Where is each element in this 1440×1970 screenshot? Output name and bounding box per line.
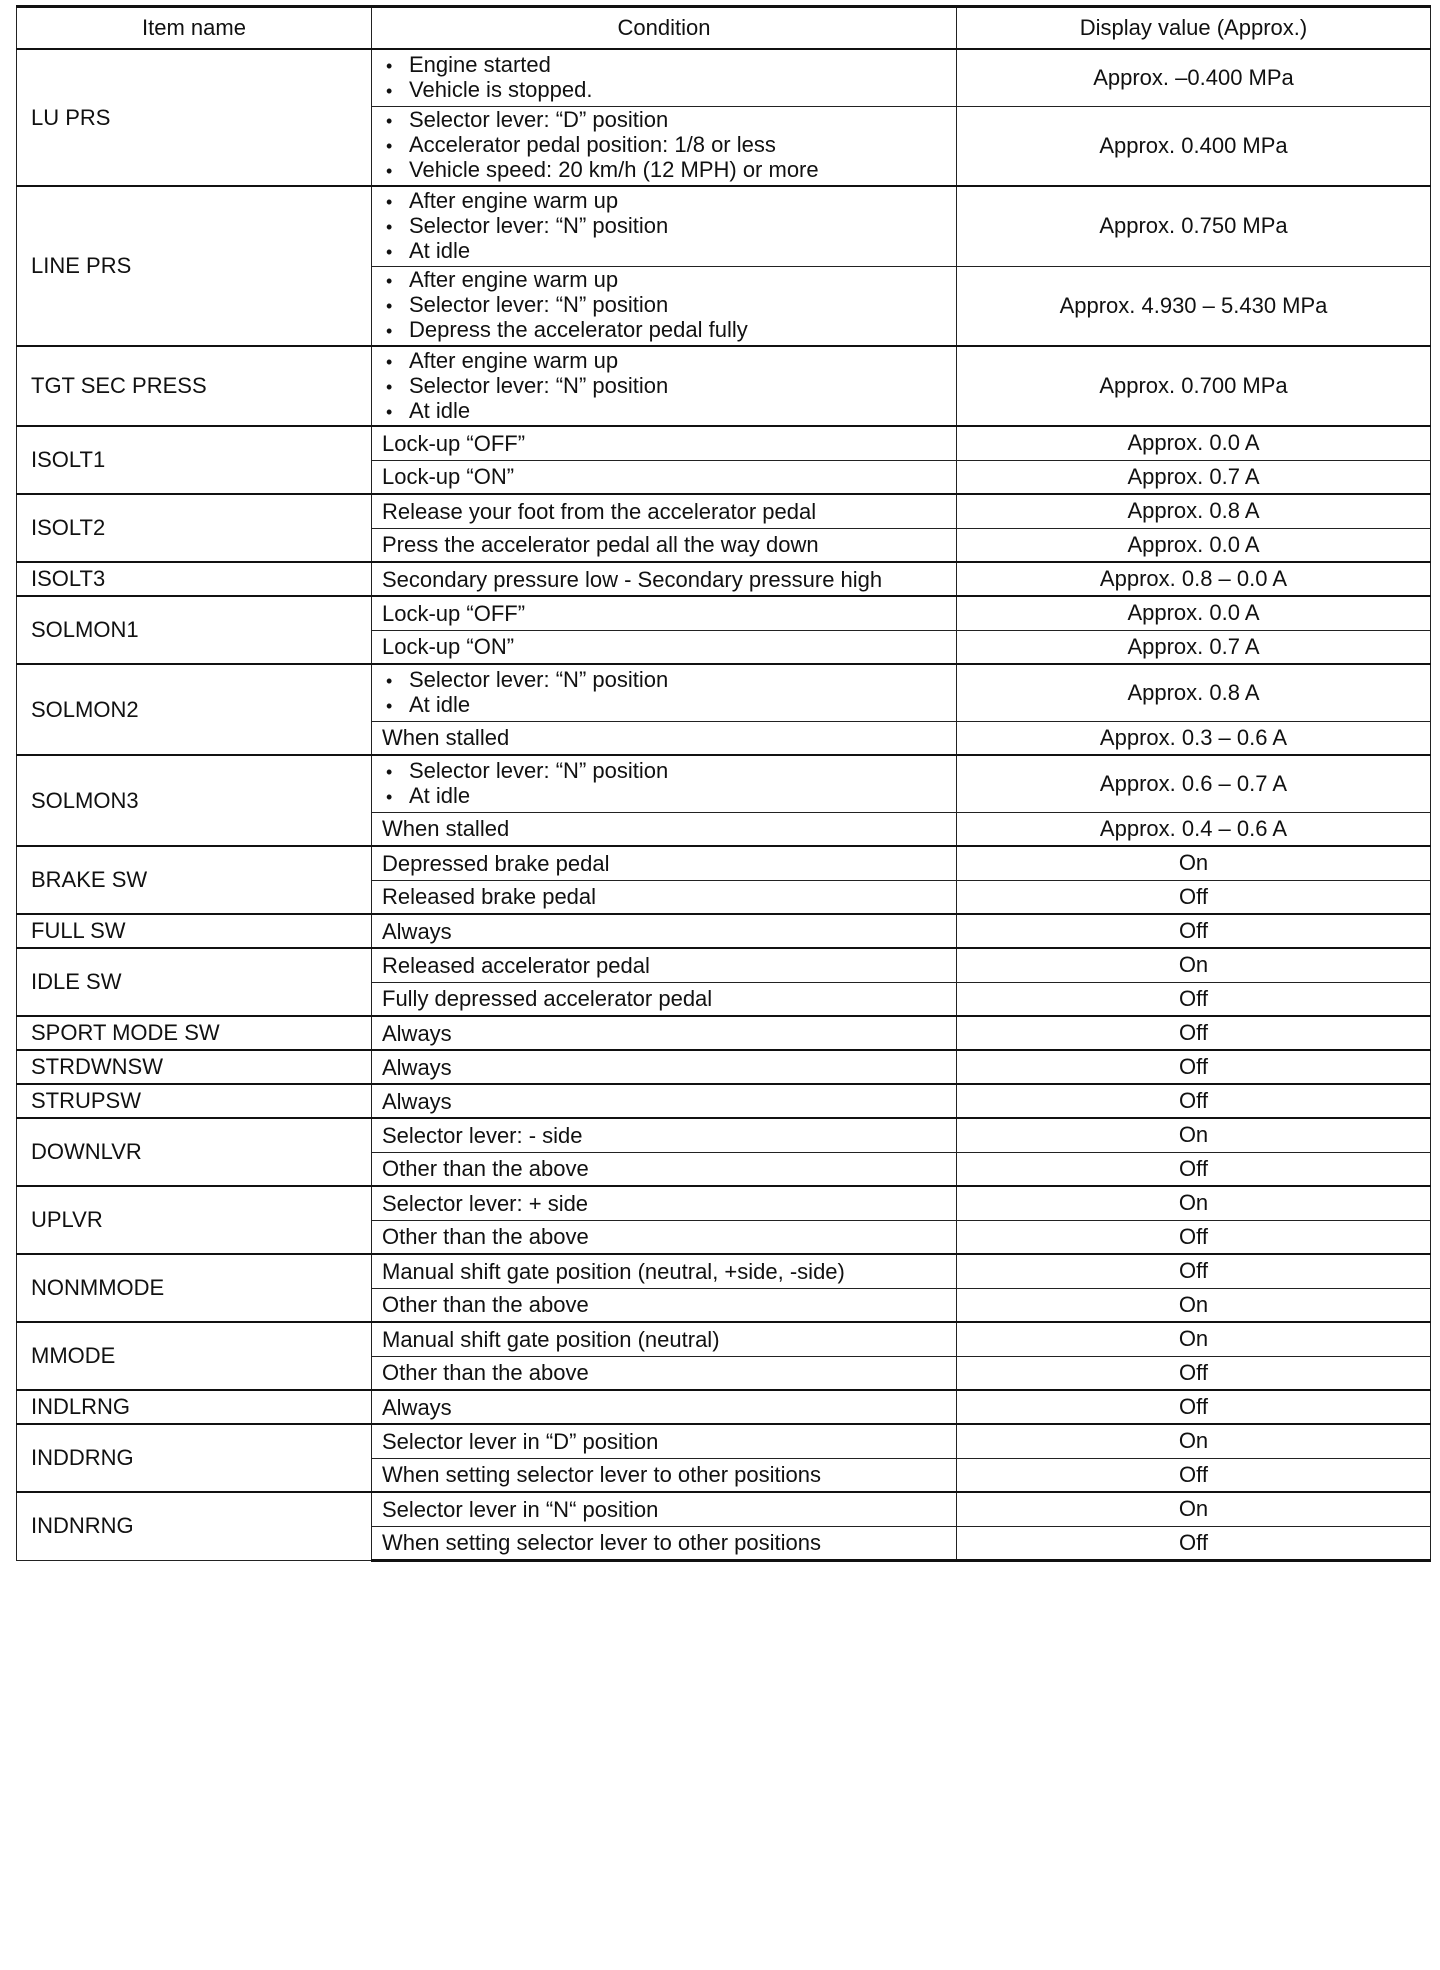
condition-text: Selector lever: + side — [382, 1190, 589, 1216]
condition-cell — [372, 880, 957, 914]
condition-text: Released brake pedal — [382, 884, 597, 910]
table-row — [17, 1254, 1431, 1288]
condition-text: Press the accelerator pedal all the way down — [382, 532, 819, 558]
item-name-cell: ISOLT3 — [17, 562, 372, 596]
item-name-cell: SOLMON1 — [17, 596, 372, 664]
condition-bullet-item: • At idle — [382, 693, 946, 718]
display-value-cell: Approx. 0.8 – 0.0 A — [957, 562, 1431, 596]
condition-bullet-item: • Selector lever: “N” position — [382, 668, 946, 693]
item-name-cell: LU PRS — [17, 49, 372, 186]
condition-text: Lock-up “ON” — [382, 634, 515, 660]
condition-cell — [372, 494, 957, 528]
condition-cell — [372, 630, 957, 664]
condition-text: Always — [382, 1054, 452, 1080]
condition-text: Selector lever: - side — [382, 1122, 583, 1148]
condition-cell — [372, 1186, 957, 1220]
display-value-cell: Approx. 0.3 – 0.6 A — [957, 721, 1431, 755]
condition-cell — [372, 1390, 957, 1424]
display-value-cell: Off — [957, 1390, 1431, 1424]
condition-cell — [372, 755, 957, 812]
display-value-cell: Off — [957, 1458, 1431, 1492]
condition-cell — [372, 1118, 957, 1152]
condition-bullet-item: • After engine warm up — [382, 268, 946, 293]
condition-text: Secondary pressure low - Secondary pressure high — [382, 566, 883, 592]
condition-text: Released accelerator pedal — [382, 952, 650, 978]
table-row — [17, 596, 1431, 630]
condition-cell — [372, 186, 957, 266]
condition-text: Selector lever in “N“ position — [382, 1496, 659, 1522]
display-value-cell: On — [957, 1424, 1431, 1458]
display-value-cell: On — [957, 1118, 1431, 1152]
data-monitor-table — [16, 5, 1431, 1562]
condition-text: Depressed brake pedal — [382, 850, 610, 876]
condition-cell — [372, 846, 957, 880]
condition-cell — [372, 1016, 957, 1050]
display-value-cell: On — [957, 1322, 1431, 1356]
item-name-cell: STRDWNSW — [17, 1050, 372, 1084]
item-name-cell: UPLVR — [17, 1186, 372, 1254]
condition-cell — [372, 1492, 957, 1526]
condition-bullet-item: • Depress the accelerator pedal fully — [382, 318, 946, 343]
table-row — [17, 914, 1431, 948]
condition-text: When stalled — [382, 725, 510, 751]
display-value-cell: On — [957, 846, 1431, 880]
display-value-cell: Approx. 0.750 MPa — [957, 186, 1431, 266]
display-value-cell: Off — [957, 880, 1431, 914]
table-row — [17, 1084, 1431, 1118]
table-row — [17, 948, 1431, 982]
table-row — [17, 755, 1431, 812]
condition-cell — [372, 914, 957, 948]
item-name-cell: INDDRNG — [17, 1424, 372, 1492]
item-name-cell: ISOLT1 — [17, 426, 372, 494]
condition-text: Other than the above — [382, 1292, 589, 1318]
display-value-cell: Approx. 4.930 – 5.430 MPa — [957, 266, 1431, 346]
condition-cell — [372, 106, 957, 186]
condition-bullet-item: • Selector lever: “N” position — [382, 214, 946, 239]
condition-bullet-item: • Selector lever: “N” position — [382, 374, 946, 399]
display-value-cell: Approx. 0.0 A — [957, 426, 1431, 460]
display-value-cell: Off — [957, 982, 1431, 1016]
condition-cell — [372, 346, 957, 426]
display-value-cell: Off — [957, 1526, 1431, 1560]
condition-text: When setting selector lever to other positions — [382, 1462, 822, 1488]
data-table-container — [16, 5, 1430, 1562]
display-value-cell: Approx. 0.7 A — [957, 630, 1431, 664]
display-value-cell: Off — [957, 1050, 1431, 1084]
item-name-cell: TGT SEC PRESS — [17, 346, 372, 426]
condition-bullet-item: • Selector lever: “N” position — [382, 293, 946, 318]
condition-cell — [372, 266, 957, 346]
condition-text: When stalled — [382, 816, 510, 842]
condition-text: Other than the above — [382, 1360, 589, 1386]
condition-bullet-item: • After engine warm up — [382, 349, 946, 374]
condition-text: Lock-up “OFF” — [382, 600, 526, 626]
condition-text: When setting selector lever to other positions — [382, 1530, 822, 1555]
item-name-cell: ISOLT2 — [17, 494, 372, 562]
table-body — [17, 49, 1431, 1560]
condition-text: Other than the above — [382, 1224, 589, 1250]
condition-cell — [372, 49, 957, 106]
display-value-cell: Approx. 0.8 A — [957, 494, 1431, 528]
display-value-cell: Off — [957, 1220, 1431, 1254]
condition-text: Always — [382, 1020, 452, 1046]
table-row — [17, 846, 1431, 880]
display-value-cell: Off — [957, 1356, 1431, 1390]
condition-text: Always — [382, 918, 452, 944]
item-name-cell: IDLE SW — [17, 948, 372, 1016]
item-name-cell: SOLMON2 — [17, 664, 372, 755]
display-value-cell: Approx. 0.400 MPa — [957, 106, 1431, 186]
table-row — [17, 1016, 1431, 1050]
condition-cell — [372, 562, 957, 596]
table-header — [17, 7, 1431, 50]
item-name-cell: SPORT MODE SW — [17, 1016, 372, 1050]
table-row — [17, 1424, 1431, 1458]
item-name-cell: MMODE — [17, 1322, 372, 1390]
table-row — [17, 49, 1431, 106]
condition-text: Release your foot from the accelerator pedal — [382, 498, 817, 524]
display-value-cell: Approx. 0.7 A — [957, 460, 1431, 494]
condition-text: Fully depressed accelerator pedal — [382, 986, 713, 1012]
table-row — [17, 664, 1431, 721]
condition-cell — [372, 1322, 957, 1356]
condition-bullet-item: • Selector lever: “N” position — [382, 759, 946, 784]
item-name-cell: INDNRNG — [17, 1492, 372, 1560]
table-row — [17, 346, 1431, 426]
item-name-cell: LINE PRS — [17, 186, 372, 346]
condition-bullet-item: • Accelerator pedal position: 1/8 or less — [382, 133, 946, 158]
condition-cell — [372, 721, 957, 755]
item-name-cell: STRUPSW — [17, 1084, 372, 1118]
condition-text: Always — [382, 1394, 452, 1420]
condition-bullet-item: • Engine started — [382, 53, 946, 78]
table-row — [17, 1492, 1431, 1526]
item-name-cell: BRAKE SW — [17, 846, 372, 914]
condition-bullet-item: • Vehicle is stopped. — [382, 78, 946, 103]
condition-text: Lock-up “ON” — [382, 464, 515, 490]
condition-cell — [372, 1152, 957, 1186]
display-value-cell: Off — [957, 1152, 1431, 1186]
item-name-cell: FULL SW — [17, 914, 372, 948]
condition-text: Other than the above — [382, 1156, 589, 1182]
condition-bullet-item: • Selector lever: “D” position — [382, 108, 946, 133]
display-value-cell: Approx. 0.4 – 0.6 A — [957, 812, 1431, 846]
condition-bullet-item: • Vehicle speed: 20 km/h (12 MPH) or more — [382, 158, 946, 183]
condition-bullet-item: • After engine warm up — [382, 189, 946, 214]
item-name-cell: NONMMODE — [17, 1254, 372, 1322]
header-condition: Condition — [372, 7, 957, 50]
item-name-cell: DOWNLVR — [17, 1118, 372, 1186]
condition-text: Lock-up “OFF” — [382, 430, 526, 456]
display-value-cell: Off — [957, 1084, 1431, 1118]
condition-cell — [372, 426, 957, 460]
condition-cell — [372, 528, 957, 562]
item-name-cell: INDLRNG — [17, 1390, 372, 1424]
item-name-cell: SOLMON3 — [17, 755, 372, 846]
display-value-cell: Off — [957, 1016, 1431, 1050]
header-row — [17, 7, 1431, 50]
table-row — [17, 186, 1431, 266]
display-value-cell: Approx. 0.0 A — [957, 528, 1431, 562]
condition-cell — [372, 1356, 957, 1390]
display-value-cell: Off — [957, 914, 1431, 948]
condition-cell — [372, 1254, 957, 1288]
display-value-cell: On — [957, 1186, 1431, 1220]
condition-text: Manual shift gate position (neutral) — [382, 1326, 720, 1352]
condition-cell — [372, 982, 957, 1016]
condition-cell — [372, 460, 957, 494]
condition-text: Selector lever in “D” position — [382, 1428, 659, 1454]
condition-bullet-item: • At idle — [382, 784, 946, 809]
condition-cell — [372, 1084, 957, 1118]
table-row — [17, 494, 1431, 528]
condition-cell — [372, 948, 957, 982]
table-row — [17, 1186, 1431, 1220]
display-value-cell: On — [957, 948, 1431, 982]
condition-cell — [372, 1526, 957, 1560]
condition-cell — [372, 1288, 957, 1322]
condition-bullet-item: • At idle — [382, 239, 946, 264]
table-row — [17, 1118, 1431, 1152]
display-value-cell: Approx. 0.6 – 0.7 A — [957, 755, 1431, 812]
condition-cell — [372, 1220, 957, 1254]
display-value-cell: On — [957, 1492, 1431, 1526]
header-item-name: Item name — [17, 7, 372, 50]
table-row — [17, 1322, 1431, 1356]
condition-cell — [372, 664, 957, 721]
table-row — [17, 562, 1431, 596]
display-value-cell: Approx. 0.700 MPa — [957, 346, 1431, 426]
display-value-cell: Approx. 0.0 A — [957, 596, 1431, 630]
display-value-cell: Approx. 0.8 A — [957, 664, 1431, 721]
condition-text: Always — [382, 1088, 452, 1114]
condition-cell — [372, 596, 957, 630]
table-row — [17, 1390, 1431, 1424]
condition-cell — [372, 1424, 957, 1458]
display-value-cell: On — [957, 1288, 1431, 1322]
condition-text: Manual shift gate position (neutral, +side, -side) — [382, 1258, 845, 1284]
header-display-value: Display value (Approx.) — [957, 7, 1431, 50]
condition-cell — [372, 1050, 957, 1084]
condition-bullet-item: • At idle — [382, 399, 946, 424]
display-value-cell: Off — [957, 1254, 1431, 1288]
condition-cell — [372, 812, 957, 846]
table-row — [17, 426, 1431, 460]
display-value-cell: Approx. –0.400 MPa — [957, 49, 1431, 106]
table-row — [17, 1050, 1431, 1084]
condition-cell — [372, 1458, 957, 1492]
